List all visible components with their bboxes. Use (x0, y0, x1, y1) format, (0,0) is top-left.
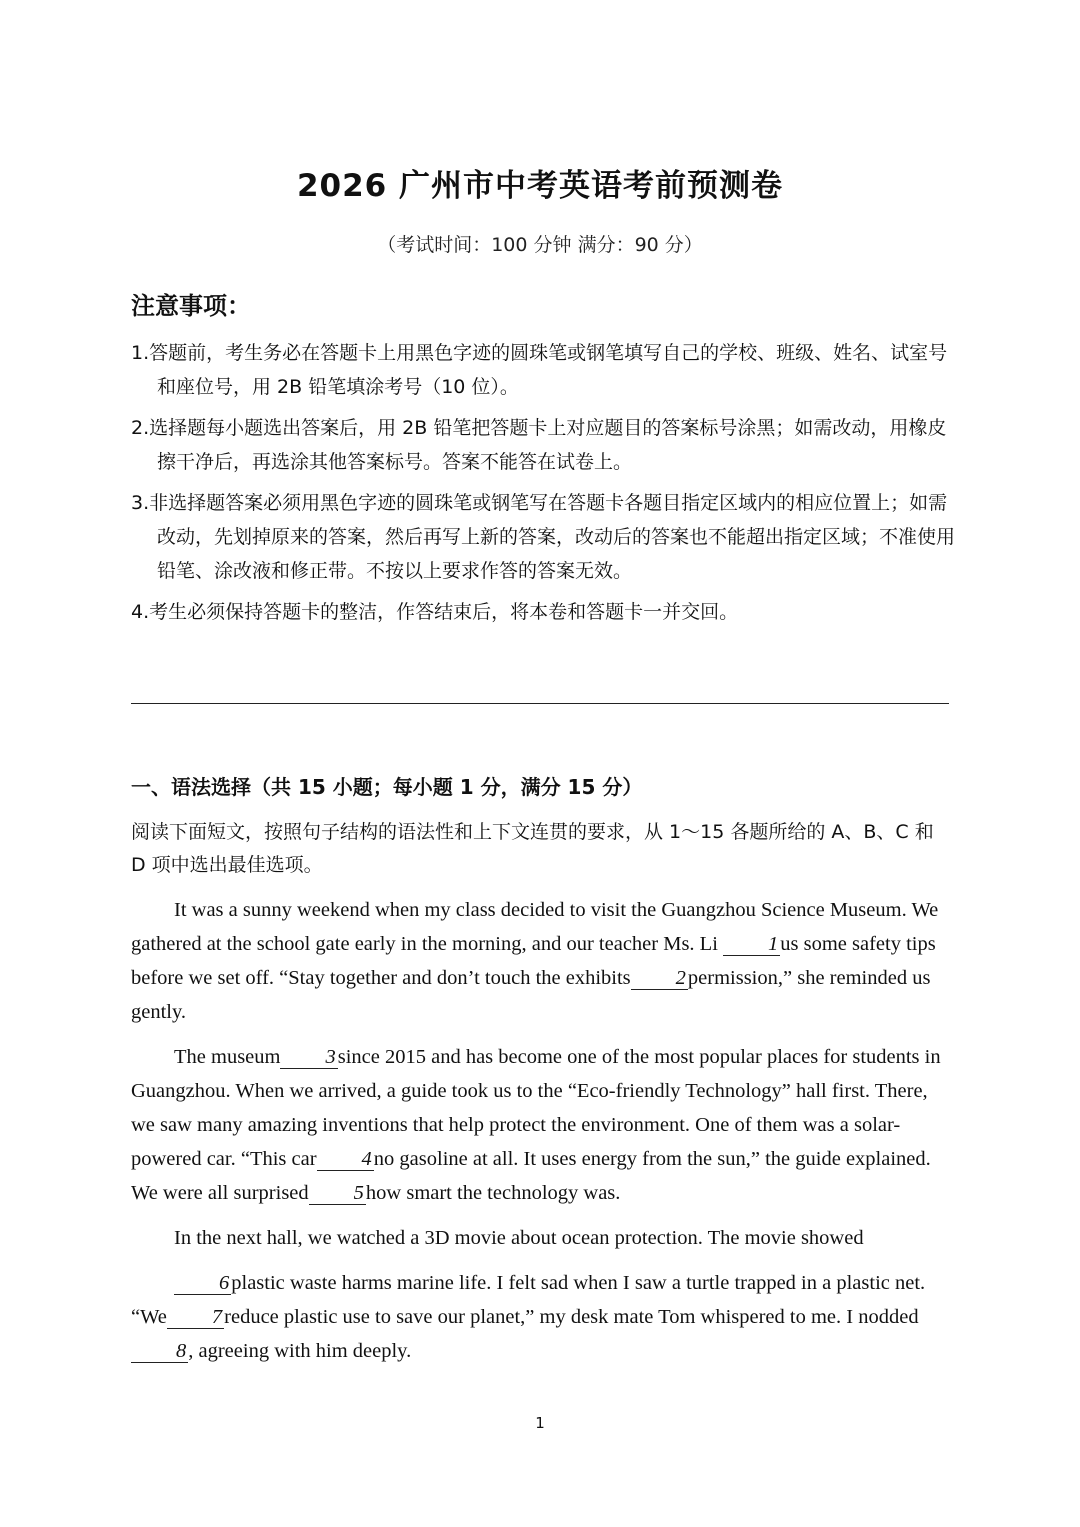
blank-1: 1 (723, 933, 780, 956)
passage-text: permission,” she reminded us gently. (131, 967, 931, 1023)
passage-paragraph (131, 1221, 951, 1255)
blank-7: 7 (167, 1306, 224, 1329)
passage-text: It was a sunny weekend when my class decided to visit the Guangzhou Science Museum. We gathered at the school gate early in the morning, and our teacher Ms. Li (131, 899, 939, 955)
page-number: 1 (535, 1414, 545, 1432)
passage-text: how smart the technology was. (365, 1182, 621, 1204)
notice-item: 2.选择题每小题选出答案后，用 2B 铅笔把答题卡上对应题目的答案标号涂黑；如需改动，用橡皮擦干净后，再选涂其他答案标号。答案不能答在试卷上。 (131, 417, 947, 473)
passage-text: since 2015 and has become one of the most popular places for students in Guangzhou. When we arrived, a guide took us to the “Eco-friendly Technology” hall first. There, we saw many amazing inventions that help protect the environment. One of them was a solar-powered car. “This car (131, 1046, 941, 1170)
blank-8: 8 (131, 1340, 188, 1363)
exam-title: 2026 广州市中考英语考前预测卷 (296, 168, 784, 204)
notice-item: 1.答题前，考生务必在答题卡上用黑色字迹的圆珠笔或钢笔填写自己的学校、班级、姓名、试室号和座位号，用 2B 铅笔填涂考号（10 位）。 (131, 342, 948, 398)
passage-text: us some safety tips before we set off. “Stay together and don’t touch the exhibits (131, 933, 936, 989)
passage-text: plastic waste harms marine life. I felt sad when I saw a turtle trapped in a plastic net. “We (131, 1272, 926, 1328)
passage-text: reduce plastic use to save our planet,” my desk mate Tom whispered to me. I nodded (224, 1306, 919, 1328)
blank-3: 3 (280, 1046, 337, 1069)
notice-heading: 注意事项： (131, 292, 251, 320)
notice-item: 3.非选择题答案必须用黑色字迹的圆珠笔或钢笔写在答题卡各题目指定区域内的相应位置上；如需改动，先划掉原来的答案，然后再写上新的答案，改动后的答案也不能超出指定区域；不准使用铅笔、涂改液和修正带。不按以上要求作答的答案无效。 (131, 492, 956, 582)
reading-passage (131, 893, 951, 1379)
blank-6: 6 (174, 1272, 231, 1295)
passage-text: In the next hall, we watched a 3D movie about ocean protection. The movie showed (174, 1227, 864, 1249)
divider-line (131, 703, 949, 704)
passage-paragraph (131, 893, 951, 1029)
blank-5: 5 (309, 1182, 366, 1205)
passage-paragraph (131, 1040, 951, 1210)
section-heading: 一、语法选择（共 15 小题；每小题 1 分，满分 15 分） (131, 775, 643, 799)
notice-list (131, 336, 956, 636)
blank-2: 2 (631, 967, 688, 990)
passage-text: , agreeing with him deeply. (188, 1340, 412, 1362)
passage-paragraph (131, 1266, 951, 1368)
section-instructions: 阅读下面短文，按照句子结构的语法性和上下文连贯的要求，从 1～15 各题所给的 A、B、C 和 D 项中选出最佳选项。 (131, 821, 934, 876)
exam-subtitle: （考试时间：100 分钟 满分：90 分） (377, 234, 703, 256)
passage-text: The museum (174, 1046, 281, 1068)
passage-text: no gasoline at all. It uses energy from the sun,” the guide explained. We were all surprised (131, 1148, 931, 1204)
blank-4: 4 (317, 1148, 374, 1171)
notice-item: 4.考生必须保持答题卡的整洁，作答结束后，将本卷和答题卡一并交回。 (131, 601, 739, 623)
